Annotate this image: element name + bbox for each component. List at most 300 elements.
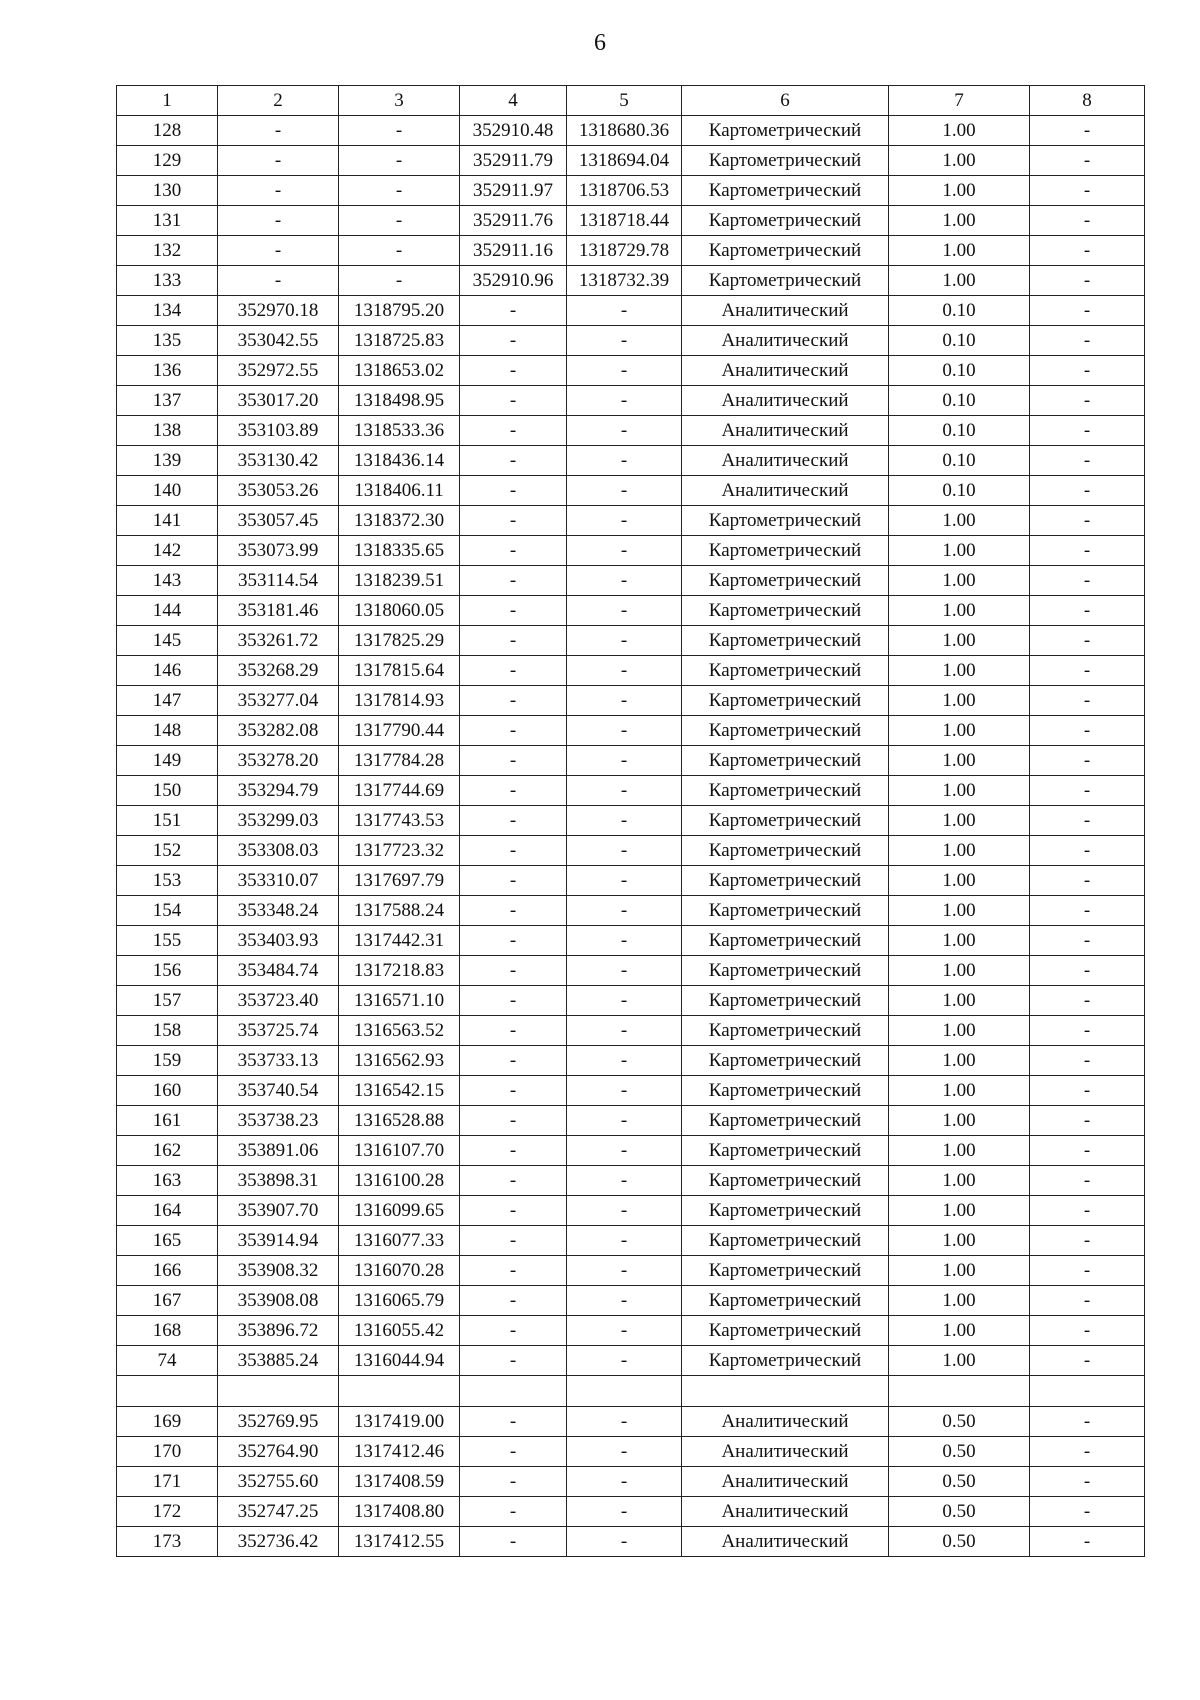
accuracy-cell: 1.00	[889, 1106, 1030, 1136]
note-cell: -	[1030, 1437, 1145, 1467]
table-row	[117, 1046, 1145, 1076]
point-number-cell: 168	[117, 1316, 218, 1346]
x-coordinate-cell: 353738.23	[218, 1106, 339, 1136]
x-old-cell: -	[460, 296, 567, 326]
x-coordinate-cell: 352972.55	[218, 356, 339, 386]
note-cell: -	[1030, 1256, 1145, 1286]
point-number-cell: 132	[117, 236, 218, 266]
method-cell: Картометрический	[682, 1046, 889, 1076]
point-number-cell: 161	[117, 1106, 218, 1136]
y-coordinate-cell: 1317784.28	[339, 746, 460, 776]
y-old-cell: -	[567, 776, 682, 806]
y-coordinate-cell: 1318725.83	[339, 326, 460, 356]
x-old-cell	[460, 1376, 567, 1407]
table-row	[117, 1467, 1145, 1497]
point-number-cell: 153	[117, 866, 218, 896]
note-cell: -	[1030, 986, 1145, 1016]
x-old-cell: -	[460, 626, 567, 656]
note-cell: -	[1030, 356, 1145, 386]
y-coordinate-cell: 1316070.28	[339, 1256, 460, 1286]
y-old-cell: -	[567, 866, 682, 896]
accuracy-cell: 1.00	[889, 206, 1030, 236]
x-coordinate-cell: 353057.45	[218, 506, 339, 536]
x-coordinate-cell: 353017.20	[218, 386, 339, 416]
accuracy-cell: 1.00	[889, 896, 1030, 926]
table-row	[117, 356, 1145, 386]
x-coordinate-cell: 353403.93	[218, 926, 339, 956]
page-number: 6	[594, 30, 606, 56]
accuracy-cell: 0.50	[889, 1407, 1030, 1437]
note-cell: -	[1030, 866, 1145, 896]
x-coordinate-cell: -	[218, 146, 339, 176]
note-cell: -	[1030, 926, 1145, 956]
x-coordinate-cell: 353299.03	[218, 806, 339, 836]
note-cell: -	[1030, 806, 1145, 836]
method-cell: Картометрический	[682, 1106, 889, 1136]
method-cell: Картометрический	[682, 986, 889, 1016]
x-coordinate-cell: 353907.70	[218, 1196, 339, 1226]
table-row	[117, 1316, 1145, 1346]
point-number-cell: 142	[117, 536, 218, 566]
note-cell: -	[1030, 746, 1145, 776]
y-old-cell: -	[567, 926, 682, 956]
point-number-cell: 157	[117, 986, 218, 1016]
y-old-cell: 1318680.36	[567, 116, 682, 146]
table-row	[117, 476, 1145, 506]
x-old-cell: 352911.76	[460, 206, 567, 236]
x-coordinate-cell: 353261.72	[218, 626, 339, 656]
method-cell: Картометрический	[682, 1346, 889, 1376]
point-number-cell: 165	[117, 1226, 218, 1256]
x-old-cell: 352911.79	[460, 146, 567, 176]
x-coordinate-cell: 353310.07	[218, 866, 339, 896]
x-old-cell: -	[460, 986, 567, 1016]
accuracy-cell: 0.10	[889, 296, 1030, 326]
y-old-cell: 1318718.44	[567, 206, 682, 236]
header-cell: 5	[567, 86, 682, 116]
method-cell: Картометрический	[682, 1196, 889, 1226]
method-cell: Картометрический	[682, 1166, 889, 1196]
table-row	[117, 326, 1145, 356]
y-old-cell: -	[567, 1256, 682, 1286]
x-coordinate-cell: 353898.31	[218, 1166, 339, 1196]
x-old-cell: -	[460, 1497, 567, 1527]
header-cell: 6	[682, 86, 889, 116]
x-coordinate-cell: -	[218, 206, 339, 236]
x-coordinate-cell	[218, 1376, 339, 1407]
y-old-cell: 1318729.78	[567, 236, 682, 266]
note-cell: -	[1030, 1407, 1145, 1437]
table-row	[117, 206, 1145, 236]
x-coordinate-cell: 352755.60	[218, 1467, 339, 1497]
point-number-cell: 134	[117, 296, 218, 326]
x-old-cell: -	[460, 566, 567, 596]
accuracy-cell: 1.00	[889, 536, 1030, 566]
table-row	[117, 386, 1145, 416]
accuracy-cell: 1.00	[889, 1196, 1030, 1226]
y-coordinate-cell: 1318372.30	[339, 506, 460, 536]
point-number-cell: 145	[117, 626, 218, 656]
accuracy-cell: 1.00	[889, 266, 1030, 296]
point-number-cell: 167	[117, 1286, 218, 1316]
note-cell: -	[1030, 1497, 1145, 1527]
x-old-cell: -	[460, 1106, 567, 1136]
table-row	[117, 986, 1145, 1016]
header-cell: 8	[1030, 86, 1145, 116]
table-row	[117, 146, 1145, 176]
accuracy-cell: 1.00	[889, 746, 1030, 776]
x-coordinate-cell: 353908.08	[218, 1286, 339, 1316]
accuracy-cell: 0.10	[889, 446, 1030, 476]
y-old-cell: -	[567, 506, 682, 536]
point-number-cell: 136	[117, 356, 218, 386]
y-old-cell: -	[567, 476, 682, 506]
y-coordinate-cell: 1316528.88	[339, 1106, 460, 1136]
method-cell: Картометрический	[682, 1316, 889, 1346]
x-coordinate-cell: 353484.74	[218, 956, 339, 986]
y-coordinate-cell	[339, 1376, 460, 1407]
table-row	[117, 1166, 1145, 1196]
x-old-cell: -	[460, 1016, 567, 1046]
point-number-cell: 146	[117, 656, 218, 686]
accuracy-cell: 0.50	[889, 1527, 1030, 1557]
point-number-cell: 163	[117, 1166, 218, 1196]
y-coordinate-cell: 1318436.14	[339, 446, 460, 476]
note-cell: -	[1030, 1136, 1145, 1166]
x-coordinate-cell: 353282.08	[218, 716, 339, 746]
x-coordinate-cell: 353181.46	[218, 596, 339, 626]
table-row	[117, 566, 1145, 596]
method-cell	[682, 1376, 889, 1407]
x-old-cell: -	[460, 1046, 567, 1076]
note-cell: -	[1030, 1076, 1145, 1106]
accuracy-cell: 1.00	[889, 1046, 1030, 1076]
accuracy-cell: 1.00	[889, 596, 1030, 626]
table-row	[117, 956, 1145, 986]
point-number-cell: 155	[117, 926, 218, 956]
x-old-cell: -	[460, 806, 567, 836]
table-row	[117, 716, 1145, 746]
y-old-cell: -	[567, 626, 682, 656]
table-header-row	[117, 86, 1145, 116]
y-old-cell: -	[567, 1076, 682, 1106]
accuracy-cell: 1.00	[889, 986, 1030, 1016]
accuracy-cell: 0.10	[889, 356, 1030, 386]
note-cell: -	[1030, 146, 1145, 176]
point-number-cell: 147	[117, 686, 218, 716]
y-coordinate-cell: 1316055.42	[339, 1316, 460, 1346]
note-cell: -	[1030, 386, 1145, 416]
table-row	[117, 176, 1145, 206]
method-cell: Картометрический	[682, 176, 889, 206]
x-coordinate-cell: 353073.99	[218, 536, 339, 566]
x-coordinate-cell: 353348.24	[218, 896, 339, 926]
table-row	[117, 1376, 1145, 1407]
table-row	[117, 686, 1145, 716]
x-coordinate-cell: 353294.79	[218, 776, 339, 806]
x-old-cell: -	[460, 746, 567, 776]
point-number-cell: 130	[117, 176, 218, 206]
y-old-cell: -	[567, 1407, 682, 1437]
note-cell: -	[1030, 776, 1145, 806]
y-coordinate-cell: 1317697.79	[339, 866, 460, 896]
x-coordinate-cell: 353891.06	[218, 1136, 339, 1166]
x-coordinate-cell: 353103.89	[218, 416, 339, 446]
y-coordinate-cell: 1316099.65	[339, 1196, 460, 1226]
y-coordinate-cell: 1317743.53	[339, 806, 460, 836]
x-coordinate-cell: 353723.40	[218, 986, 339, 1016]
method-cell: Аналитический	[682, 1527, 889, 1557]
point-number-cell: 166	[117, 1256, 218, 1286]
accuracy-cell: 1.00	[889, 956, 1030, 986]
point-number-cell: 154	[117, 896, 218, 926]
y-old-cell: -	[567, 356, 682, 386]
x-coordinate-cell: 353896.72	[218, 1316, 339, 1346]
accuracy-cell: 1.00	[889, 806, 1030, 836]
accuracy-cell: 1.00	[889, 146, 1030, 176]
table-row	[117, 266, 1145, 296]
x-old-cell: -	[460, 656, 567, 686]
method-cell: Картометрический	[682, 656, 889, 686]
method-cell: Картометрический	[682, 866, 889, 896]
method-cell: Аналитический	[682, 386, 889, 416]
x-old-cell: -	[460, 956, 567, 986]
x-coordinate-cell: 353725.74	[218, 1016, 339, 1046]
point-number-cell: 133	[117, 266, 218, 296]
method-cell: Картометрический	[682, 146, 889, 176]
point-number-cell: 164	[117, 1196, 218, 1226]
point-number-cell: 158	[117, 1016, 218, 1046]
x-old-cell: -	[460, 866, 567, 896]
method-cell: Аналитический	[682, 1437, 889, 1467]
x-coordinate-cell: 353042.55	[218, 326, 339, 356]
note-cell: -	[1030, 446, 1145, 476]
y-coordinate-cell: 1317790.44	[339, 716, 460, 746]
method-cell: Картометрический	[682, 506, 889, 536]
table-row	[117, 896, 1145, 926]
method-cell: Картометрический	[682, 956, 889, 986]
point-number-cell: 149	[117, 746, 218, 776]
x-coordinate-cell: -	[218, 176, 339, 206]
y-old-cell: -	[567, 1106, 682, 1136]
method-cell: Картометрический	[682, 206, 889, 236]
method-cell: Аналитический	[682, 356, 889, 386]
x-coordinate-cell: 352747.25	[218, 1497, 339, 1527]
accuracy-cell: 1.00	[889, 1016, 1030, 1046]
note-cell: -	[1030, 1316, 1145, 1346]
x-old-cell: -	[460, 1346, 567, 1376]
y-old-cell: -	[567, 746, 682, 776]
point-number-cell: 171	[117, 1467, 218, 1497]
method-cell: Картометрический	[682, 1076, 889, 1106]
method-cell: Аналитический	[682, 1467, 889, 1497]
point-number-cell: 138	[117, 416, 218, 446]
table-row	[117, 1226, 1145, 1256]
y-old-cell: 1318732.39	[567, 266, 682, 296]
method-cell: Аналитический	[682, 296, 889, 326]
note-cell: -	[1030, 1106, 1145, 1136]
accuracy-cell: 0.50	[889, 1497, 1030, 1527]
accuracy-cell: 0.10	[889, 476, 1030, 506]
table-row	[117, 1256, 1145, 1286]
y-old-cell: -	[567, 416, 682, 446]
note-cell: -	[1030, 176, 1145, 206]
y-coordinate-cell: 1317814.93	[339, 686, 460, 716]
accuracy-cell: 1.00	[889, 1316, 1030, 1346]
x-old-cell: -	[460, 1226, 567, 1256]
x-old-cell: -	[460, 1527, 567, 1557]
note-cell: -	[1030, 506, 1145, 536]
y-old-cell: -	[567, 566, 682, 596]
header-cell: 4	[460, 86, 567, 116]
table-row	[117, 1407, 1145, 1437]
accuracy-cell: 0.50	[889, 1467, 1030, 1497]
y-coordinate-cell: -	[339, 146, 460, 176]
point-number-cell: 173	[117, 1527, 218, 1557]
y-coordinate-cell: -	[339, 206, 460, 236]
y-old-cell: -	[567, 386, 682, 416]
point-number-cell: 140	[117, 476, 218, 506]
accuracy-cell: 1.00	[889, 1346, 1030, 1376]
point-number-cell: 152	[117, 836, 218, 866]
method-cell: Картометрический	[682, 716, 889, 746]
y-coordinate-cell: 1316065.79	[339, 1286, 460, 1316]
y-coordinate-cell: 1318335.65	[339, 536, 460, 566]
y-coordinate-cell: 1316563.52	[339, 1016, 460, 1046]
method-cell: Картометрический	[682, 1286, 889, 1316]
y-coordinate-cell: 1317588.24	[339, 896, 460, 926]
table-row	[117, 446, 1145, 476]
note-cell: -	[1030, 536, 1145, 566]
x-coordinate-cell: -	[218, 116, 339, 146]
y-coordinate-cell: 1318533.36	[339, 416, 460, 446]
note-cell: -	[1030, 716, 1145, 746]
table-row	[117, 536, 1145, 566]
y-coordinate-cell: 1316571.10	[339, 986, 460, 1016]
y-old-cell: -	[567, 1046, 682, 1076]
point-number-cell: 141	[117, 506, 218, 536]
method-cell: Картометрический	[682, 236, 889, 266]
point-number-cell: 170	[117, 1437, 218, 1467]
method-cell: Картометрический	[682, 266, 889, 296]
accuracy-cell: 1.00	[889, 566, 1030, 596]
x-old-cell: -	[460, 1316, 567, 1346]
accuracy-cell: 0.10	[889, 386, 1030, 416]
x-coordinate-cell: 353114.54	[218, 566, 339, 596]
table-row	[117, 806, 1145, 836]
note-cell: -	[1030, 1166, 1145, 1196]
note-cell: -	[1030, 1196, 1145, 1226]
y-coordinate-cell: 1318060.05	[339, 596, 460, 626]
y-old-cell: -	[567, 1166, 682, 1196]
x-old-cell: -	[460, 686, 567, 716]
table-row	[117, 746, 1145, 776]
table-row	[117, 1286, 1145, 1316]
table-row	[117, 776, 1145, 806]
note-cell: -	[1030, 596, 1145, 626]
accuracy-cell: 1.00	[889, 1076, 1030, 1106]
y-old-cell: -	[567, 806, 682, 836]
method-cell: Картометрический	[682, 626, 889, 656]
y-old-cell: -	[567, 956, 682, 986]
note-cell: -	[1030, 686, 1145, 716]
method-cell: Аналитический	[682, 1497, 889, 1527]
method-cell: Картометрический	[682, 1136, 889, 1166]
note-cell: -	[1030, 476, 1145, 506]
note-cell: -	[1030, 206, 1145, 236]
x-coordinate-cell: 353268.29	[218, 656, 339, 686]
method-cell: Картометрический	[682, 566, 889, 596]
x-old-cell: -	[460, 926, 567, 956]
x-old-cell: -	[460, 776, 567, 806]
coordinates-table	[116, 85, 1145, 1557]
point-number-cell: 137	[117, 386, 218, 416]
x-coordinate-cell: -	[218, 236, 339, 266]
table-body	[117, 116, 1145, 1557]
table-row	[117, 626, 1145, 656]
x-coordinate-cell: 352769.95	[218, 1407, 339, 1437]
note-cell: -	[1030, 416, 1145, 446]
header-cell: 7	[889, 86, 1030, 116]
x-old-cell: -	[460, 536, 567, 566]
table-row	[117, 926, 1145, 956]
y-old-cell: -	[567, 326, 682, 356]
y-coordinate-cell: 1316100.28	[339, 1166, 460, 1196]
method-cell: Аналитический	[682, 416, 889, 446]
point-number-cell: 162	[117, 1136, 218, 1166]
y-old-cell: -	[567, 296, 682, 326]
x-coordinate-cell: 352970.18	[218, 296, 339, 326]
x-old-cell: -	[460, 416, 567, 446]
method-cell: Аналитический	[682, 326, 889, 356]
y-old-cell: 1318694.04	[567, 146, 682, 176]
x-old-cell: -	[460, 446, 567, 476]
y-old-cell: -	[567, 536, 682, 566]
x-coordinate-cell: 353130.42	[218, 446, 339, 476]
x-coordinate-cell: 353908.32	[218, 1256, 339, 1286]
y-coordinate-cell: 1317723.32	[339, 836, 460, 866]
method-cell: Картометрический	[682, 776, 889, 806]
y-old-cell: -	[567, 1437, 682, 1467]
x-old-cell: -	[460, 1136, 567, 1166]
accuracy-cell: 1.00	[889, 776, 1030, 806]
x-coordinate-cell: 353914.94	[218, 1226, 339, 1256]
y-coordinate-cell: 1317218.83	[339, 956, 460, 986]
note-cell: -	[1030, 266, 1145, 296]
y-old-cell: -	[567, 836, 682, 866]
x-old-cell: -	[460, 1076, 567, 1106]
y-old-cell: -	[567, 446, 682, 476]
note-cell: -	[1030, 1346, 1145, 1376]
y-old-cell: -	[567, 1286, 682, 1316]
y-old-cell: -	[567, 1196, 682, 1226]
y-coordinate-cell: -	[339, 266, 460, 296]
point-number-cell: 151	[117, 806, 218, 836]
note-cell: -	[1030, 896, 1145, 926]
method-cell: Картометрический	[682, 536, 889, 566]
header-cell: 3	[339, 86, 460, 116]
note-cell: -	[1030, 296, 1145, 326]
accuracy-cell: 1.00	[889, 836, 1030, 866]
method-cell: Картометрический	[682, 686, 889, 716]
y-coordinate-cell: 1317408.80	[339, 1497, 460, 1527]
accuracy-cell: 1.00	[889, 716, 1030, 746]
method-cell: Аналитический	[682, 1407, 889, 1437]
table-row	[117, 1346, 1145, 1376]
x-old-cell: -	[460, 836, 567, 866]
note-cell: -	[1030, 326, 1145, 356]
y-old-cell: -	[567, 596, 682, 626]
